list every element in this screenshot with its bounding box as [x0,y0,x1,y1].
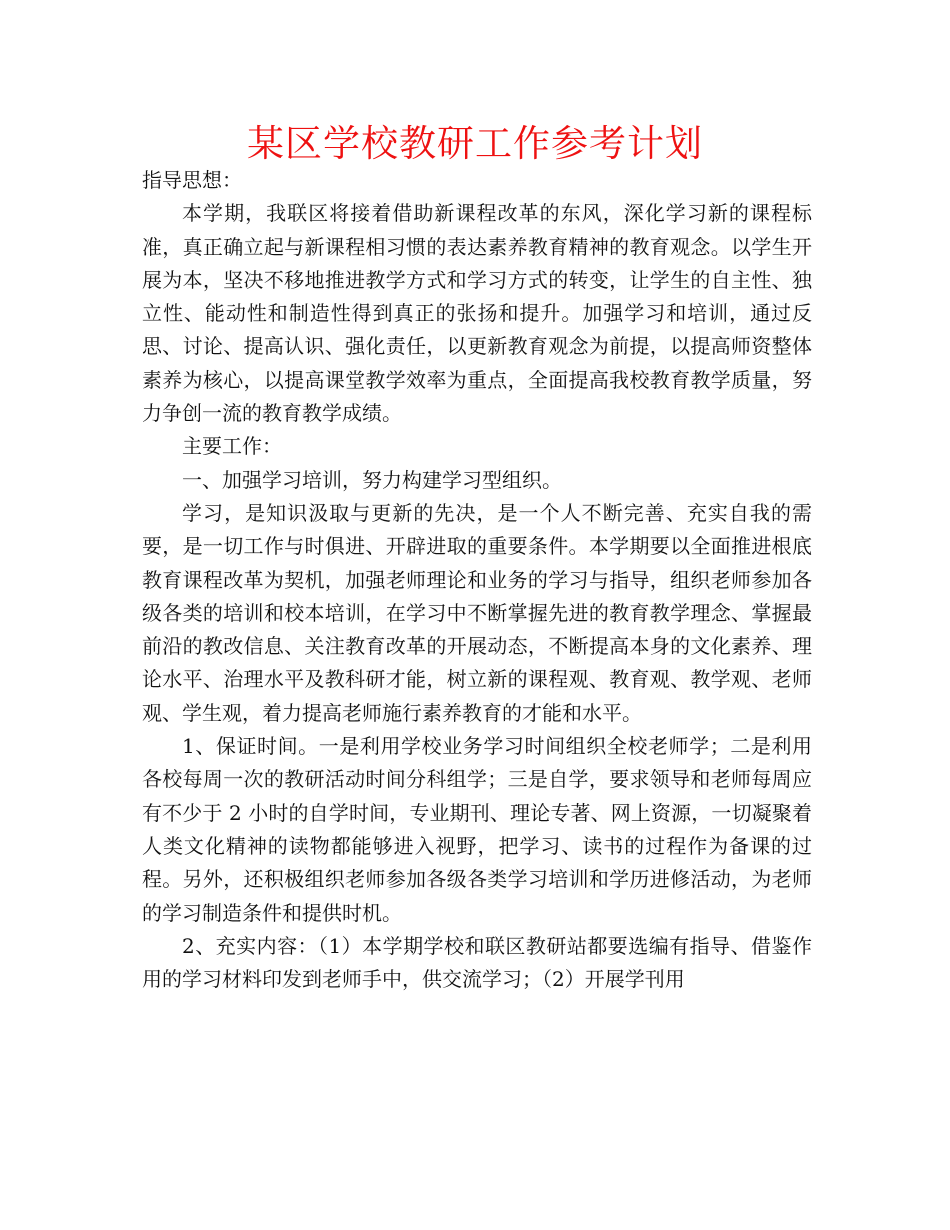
paragraph-learning: 学习，是知识汲取与更新的先决，是一个人不断完善、充实自我的需要，是一切工作与时俱进、开辟进取的重要条件。本学期要以全面推进根底教育课程改革为契机，加强老师理论和业务的学习与指导，组织老师参加各级各类的培训和校本培训，在学习中不断掌握先进的教育教学理念、掌握最前沿的教改信息、关注教育改革的开展动态，不断提高本身的文化素养、理论水平、治理水平及教科研才能，树立新的课程观、教育观、教学观、老师观、学生观，着力提高老师施行素养教育的才能和水平。 [142,500,812,725]
document-body [142,164,812,996]
paragraph-guiding-ideology: 本学期，我联区将接着借助新课程改革的东风，深化学习新的课程标准，真正确立起与新课程相习惯的表达素养教育精神的教育观念。以学生开展为本，坚决不移地推进教学方式和学习方式的转变，让学生的自主性、独立性、能动性和制造性得到真正的张扬和提升。加强学习和培训，通过反思、讨论、提高认识、强化责任，以更新教育观念为前提，以提高师资整体素养为核心，以提高课堂教学效率为重点，全面提高我校教育教学质量，努力争创一流的教育教学成绩。 [142,201,812,426]
paragraph-section-one-heading: 一、加强学习培训，努力构建学习型组织。 [182,467,562,492]
paragraph-enrich-content: 2、充实内容：（1）本学期学校和联区教研站都要选编有指导、借鉴作用的学习材料印发到老师手中，供交流学习；（2）开展学刊用 [142,933,812,992]
document-title: 某区学校教研工作参考计划 [247,122,703,165]
paragraph-main-work-heading: 主要工作： [182,434,282,459]
paragraph-guiding-ideology-heading: 指导思想： [142,168,242,192]
paragraph-ensure-time: 1、保证时间。一是利用学校业务学习时间组织全校老师学；二是利用各校每周一次的教研活动时间分科组学；三是自学，要求领导和老师每周应有不少于 2 小时的自学时间，专业期刊、理论专著、网上资源，一切凝聚着人类文化精神的读物都能够进入视野，把学习、读书的过程作为备课的过程。另外，还积极组织老师参加各级各类学习培训和学历进修活动，为老师的学习制造条件和提供时机。 [142,734,812,925]
